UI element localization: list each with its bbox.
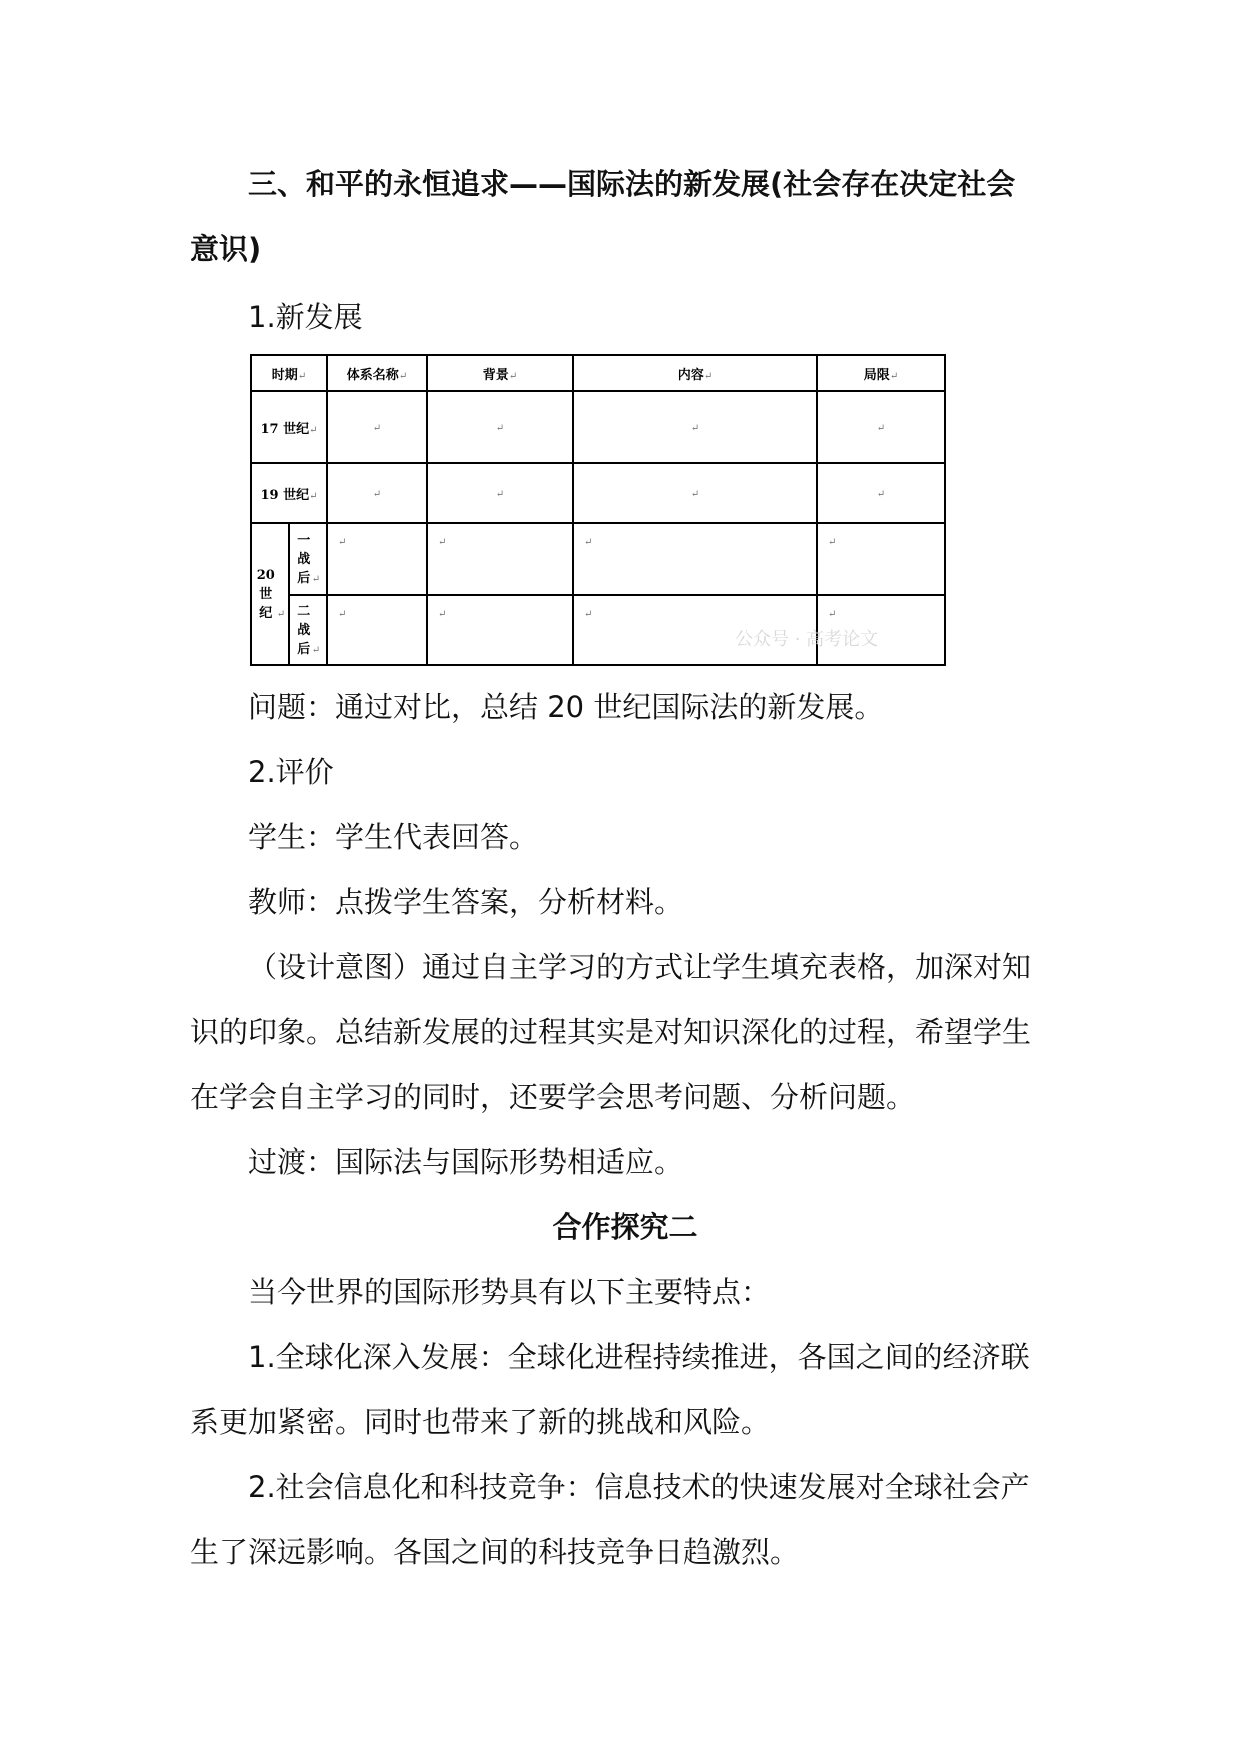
table-cell: ↵ <box>327 595 427 665</box>
point2-line1: 2.社会信息化和科技竞争：信息技术的快速发展对全球社会产 <box>248 1470 1030 1504</box>
period-cell: 19 世纪↵ <box>251 463 327 523</box>
header-limitation: 局限↵ <box>817 355 945 391</box>
design-intent-line2: 识的印象。总结新发展的过程其实是对知识深化的过程，希望学生 <box>190 1015 1032 1049</box>
watermark: 公众号 · 高考论文 <box>735 629 879 650</box>
subperiod-cell: 二战后 ↵ <box>289 595 327 665</box>
design-intent-line3: 在学会自主学习的同时，还要学会思考问题、分析问题。 <box>190 1080 916 1114</box>
table-cell: ↵ <box>573 463 817 523</box>
table-cell: ↵ <box>327 523 427 595</box>
design-intent-line1: （设计意图）通过自主学习的方式让学生填充表格，加深对知 <box>248 950 1032 984</box>
table-header-row <box>251 355 945 391</box>
table-row-20th-ww1 <box>251 523 945 595</box>
question-text: 问题：通过对比，总结 20 世纪国际法的新发展。 <box>248 690 884 724</box>
section-heading-line2: 意识) <box>190 232 262 266</box>
table-cell: ↵ <box>573 523 817 595</box>
point2-line2: 生了深远影响。各国之间的科技竞争日趋激烈。 <box>190 1535 800 1569</box>
subperiod-cell: 一战后 ↵ <box>289 523 327 595</box>
table-cell: ↵ <box>817 595 945 665</box>
table-cell: ↵ <box>427 595 573 665</box>
subtitle-cooperative-inquiry: 合作探究二 <box>552 1210 698 1244</box>
point1-line1: 1.全球化深入发展：全球化进程持续推进，各国之间的经济联 <box>248 1340 1030 1374</box>
period-cell-20th: 20 世纪 ↵ <box>251 523 289 665</box>
table-cell: ↵ <box>427 391 573 463</box>
subheading-new-development: 1.新发展 <box>248 300 363 334</box>
table-cell: ↵ <box>573 595 817 665</box>
table-cell: ↵ <box>573 391 817 463</box>
period-cell: 17 世纪↵ <box>251 391 327 463</box>
teacher-text: 教师：点拨学生答案，分析材料。 <box>248 885 684 919</box>
subheading-evaluation: 2.评价 <box>248 755 334 789</box>
comparison-table <box>250 354 946 666</box>
table-cell: ↵ <box>427 523 573 595</box>
header-period: 时期↵ <box>251 355 327 391</box>
table-cell: ↵ <box>817 523 945 595</box>
table-cell: ↵ <box>817 391 945 463</box>
point1-line2: 系更加紧密。同时也带来了新的挑战和风险。 <box>190 1405 771 1439</box>
table-cell: ↵ <box>327 463 427 523</box>
table-cell: ↵ <box>817 463 945 523</box>
intro-text: 当今世界的国际形势具有以下主要特点： <box>248 1275 771 1309</box>
header-content: 内容↵ <box>573 355 817 391</box>
section-heading-line1: 三、和平的永恒追求——国际法的新发展(社会存在决定社会 <box>248 167 1016 201</box>
header-background: 背景↵ <box>427 355 573 391</box>
student-text: 学生：学生代表回答。 <box>248 820 539 854</box>
table-row-17th <box>251 391 945 463</box>
header-system-name: 体系名称↵ <box>327 355 427 391</box>
table-cell: ↵ <box>427 463 573 523</box>
table-cell: ↵ <box>327 391 427 463</box>
transition-text: 过渡：国际法与国际形势相适应。 <box>248 1145 684 1179</box>
table-row-19th <box>251 463 945 523</box>
